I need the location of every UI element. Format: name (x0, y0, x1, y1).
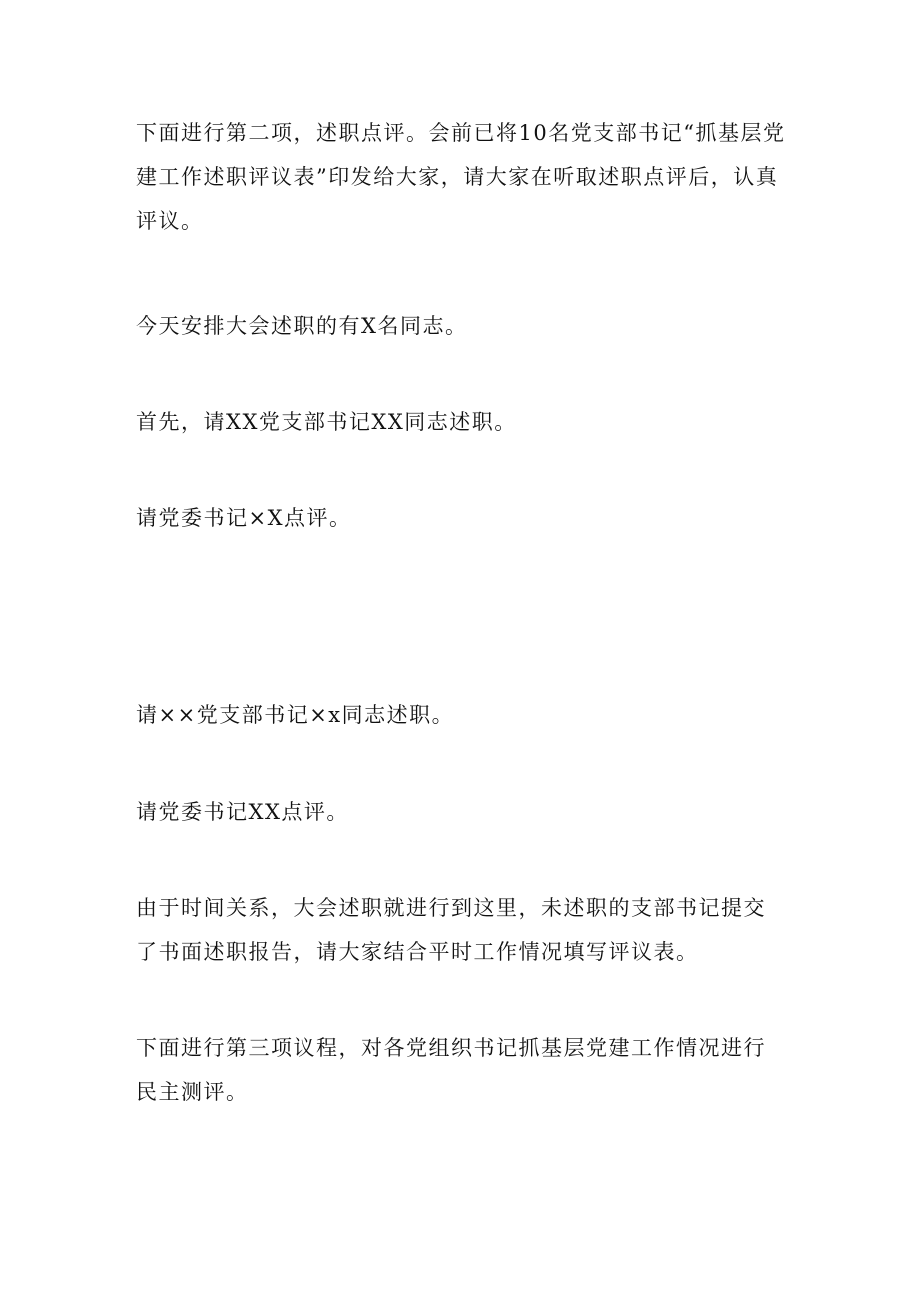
paragraph-second-comment: 请党委书记XX点评。 (136, 800, 349, 824)
paragraph-first-report: 首先，请XX党支部书记XX同志述职。 (136, 410, 517, 434)
paragraph-written-reports: 由于时间关系，大会述职就进行到这里，未述职的支部书记提交了书面述职报告，请大家结合平时工作情况填写评议表。 (136, 896, 766, 964)
paragraph-speaker-count: 今天安排大会述职的有X名同志。 (136, 314, 468, 338)
paragraph-review-intro: 下面进行第二项，述职点评。会前已将10名党支部书记“抓基层党建工作述职评议表”印发给大家，请大家在听取述职点评后，认真评议。 (136, 121, 786, 233)
paragraph-democratic-evaluation: 下面进行第三项议程，对各党组织书记抓基层党建工作情况进行民主测评。 (136, 1036, 766, 1104)
paragraph-first-comment: 请党委书记×X点评。 (136, 506, 352, 530)
paragraph-second-report: 请××党支部书记×x同志述职。 (136, 703, 455, 727)
